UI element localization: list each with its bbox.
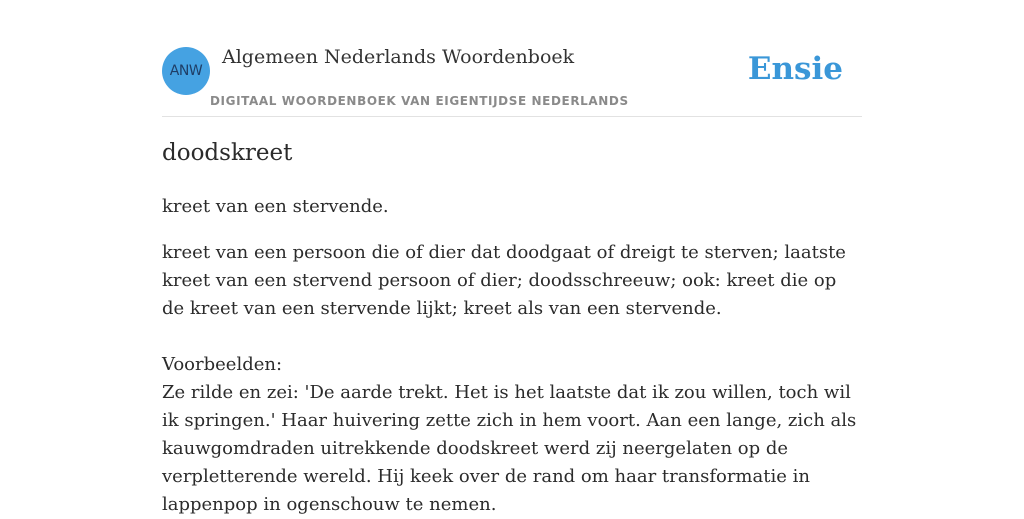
spacer: [162, 323, 862, 351]
header: [162, 0, 862, 117]
page: [162, 0, 862, 515]
long-definition-block: [162, 239, 862, 519]
example-text: Ze rilde en zei: 'De aarde trekt. Het is het laatste dat ik zou willen, toch wil ik springen.' Haar huivering zette zich in hem voort. Aan een lange, zich als kauwgomdraden uitrekkende doodskreet werd zij neergelaten op de verpletterende wereld. Hij keek over de rand om haar transformatie in lappenpop in ogenschouw te nemen.: [162, 382, 857, 515]
examples-label: Voorbeelden:: [162, 354, 283, 375]
source-title[interactable]: Algemeen Nederlands Woordenboek: [222, 46, 575, 68]
entry-headword: doodskreet: [162, 140, 293, 166]
ensie-brand-logo[interactable]: Ensie: [747, 51, 843, 87]
short-definition: kreet van een stervende.: [162, 196, 389, 217]
long-definition: kreet van een persoon die of dier dat doodgaat of dreigt te sterven; laatste kreet van een stervend persoon of dier; doodsschreeuw; ook: kreet die op de kreet van een stervende lijkt; kreet als van een stervende.: [162, 242, 846, 319]
source-subtitle: DIGITAAL WOORDENBOEK VAN EIGENTIJDSE NEDERLANDS: [210, 94, 629, 108]
source-logo[interactable]: ANW: [162, 47, 210, 95]
